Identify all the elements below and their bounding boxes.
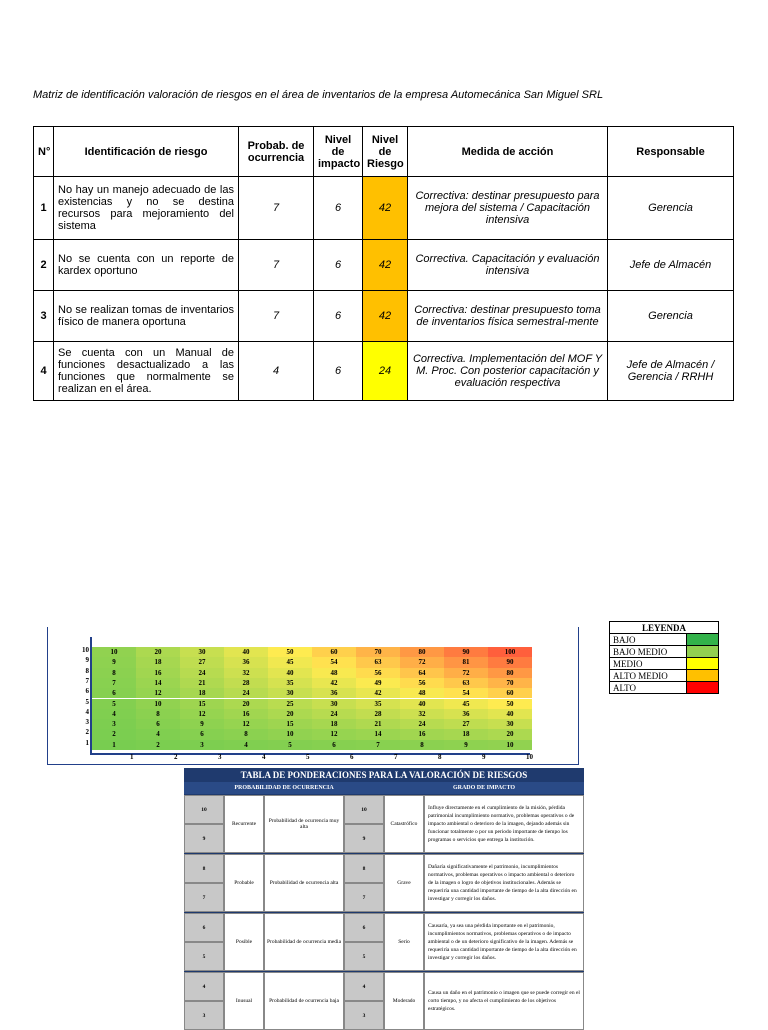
probability-number: 5 [184,942,224,971]
probability-value: 4 [239,342,314,401]
heatmap-cell: 20 [224,699,268,709]
ponderaciones-rows [184,795,584,1030]
legend-swatch [687,670,719,682]
legend-row [610,670,719,682]
ponderaciones-table [184,768,584,1024]
heatmap-x-label: 7 [394,753,398,761]
heatmap-cell: 10 [268,729,312,739]
probability-description: Probabilidad de ocurrencia muy alta [264,795,344,853]
heatmap-cell: 30 [268,688,312,698]
impact-number: 3 [344,1001,384,1030]
impact-description: Causaría, ya sea una pérdida importante en el patrimonio, incumplimientos normativos, problemas operativos o de impacto ambiental o de un deterioro significativo de la imagen. Además se requeriría una cantidad importante de tiempo de la alta dirección en investigar y corregir los daños. [424,913,584,971]
probability-number: 4 [184,972,224,1001]
heatmap-cell: 6 [92,688,136,698]
risk-description: No hay un manejo adecuado de las existencias y no se destina recursos para mejoramiento del sistema [54,177,239,240]
heatmap-cell: 4 [136,729,180,739]
impact-number: 8 [344,854,384,883]
heatmap-cell: 60 [488,688,532,698]
heatmap-cell: 5 [92,699,136,709]
heatmap-cell: 4 [92,709,136,719]
table-row [34,240,734,291]
heatmap-x-label: 6 [350,753,354,761]
probability-number: 7 [184,883,224,912]
legend-row [610,682,719,694]
impact-value: 6 [314,291,363,342]
heatmap-cell: 3 [92,719,136,729]
heatmap-cell: 21 [356,719,400,729]
heatmap-y-label: 6 [85,687,89,696]
heatmap-cell: 90 [488,657,532,667]
ponderacion-row [184,854,584,912]
heatmap-cell: 10 [92,647,136,657]
heatmap-cell: 32 [224,668,268,678]
heatmap-cell: 15 [268,719,312,729]
header-nivel: Nivel de Riesgo [363,127,408,177]
heatmap-cell: 32 [400,709,444,719]
heatmap-y-label: 2 [85,728,89,737]
legend-label: MEDIO [610,658,687,670]
legend-label: BAJO MEDIO [610,646,687,658]
responsible: Gerencia [608,291,734,342]
header-n: N° [34,127,54,177]
heatmap-cell: 28 [356,709,400,719]
heatmap-cell: 24 [224,688,268,698]
impact-number: 4 [344,972,384,1001]
heatmap-cell: 30 [312,699,356,709]
impact-number: 6 [344,913,384,942]
heatmap-grid [92,647,532,750]
heatmap-cell: 56 [356,668,400,678]
action-measure: Correctiva: destinar presupuesto para mejora del sistema / Capacitación intensiva [408,177,608,240]
heatmap-cell: 7 [356,740,400,750]
impact-value: 6 [314,240,363,291]
document-title: Matriz de identificación valoración de riesgos en el área de inventarios de la empresa Automecánica San Miguel SRL [33,89,604,101]
heatmap-cell: 40 [224,647,268,657]
legend-label: ALTO MEDIO [610,670,687,682]
probability-number: 3 [184,1001,224,1030]
heatmap-cell: 12 [136,688,180,698]
ponderacion-row [184,795,584,853]
heatmap-cell: 40 [400,699,444,709]
responsible: Jefe de Almacén [608,240,734,291]
heatmap-cell: 18 [180,688,224,698]
probability-description: Probabilidad de ocurrencia alta [264,854,344,912]
heatmap-y-label: 5 [85,697,89,706]
action-measure: Correctiva: destinar presupuesto toma de inventarios física semestral-mente [408,291,608,342]
ponderaciones-subheader [184,782,584,794]
probability-number-column [184,795,224,853]
heatmap-cell: 15 [180,699,224,709]
impact-number-column [344,972,384,1030]
risk-description: No se cuenta con un reporte de kardex oportuno [54,240,239,291]
heatmap-cell: 24 [312,709,356,719]
heatmap-cell: 16 [400,729,444,739]
responsible: Gerencia [608,177,734,240]
legend-table [609,621,719,694]
heatmap-cell: 2 [92,729,136,739]
heatmap-cell: 6 [180,729,224,739]
heatmap-cell: 54 [444,688,488,698]
action-measure: Correctiva. Implementación del MOF Y M. Proc. Con posterior capacitación y evaluación respectiva [408,342,608,401]
heatmap-cell: 20 [268,709,312,719]
legend-swatch [687,634,719,646]
heatmap-cell: 6 [312,740,356,750]
risk-level-value: 42 [363,177,408,240]
heatmap-cell: 16 [136,668,180,678]
heatmap-cell: 1 [92,740,136,750]
heatmap-cell: 80 [488,668,532,678]
heatmap-cell: 54 [312,657,356,667]
heatmap-cell: 18 [444,729,488,739]
heatmap-y-label: 10 [82,646,89,654]
impact-name: Grave [384,854,424,912]
heatmap-cell: 70 [488,678,532,688]
table-row [34,291,734,342]
impact-description: Causa un daño en el patrimonio o imagen que se puede corregir en el corto tiempo, y no afecta el cumplimiento de los objetivos estratégicos. [424,972,584,1030]
probability-description: Probabilidad de ocurrencia media [264,913,344,971]
probability-number-column [184,972,224,1030]
heatmap-cell: 30 [180,647,224,657]
heatmap-cell: 40 [268,668,312,678]
heatmap-cell: 36 [444,709,488,719]
responsible: Jefe de Almacén / Gerencia / RRHH [608,342,734,401]
heatmap-cell: 50 [488,699,532,709]
impact-value: 6 [314,177,363,240]
impact-number: 9 [344,824,384,853]
risk-heatmap [47,627,577,764]
heatmap-cell: 40 [488,709,532,719]
heatmap-cell: 20 [488,729,532,739]
probability-value: 7 [239,177,314,240]
heatmap-cell: 14 [136,678,180,688]
heatmap-cell: 56 [400,678,444,688]
heatmap-cell: 27 [180,657,224,667]
heatmap-x-label: 3 [218,753,222,761]
heatmap-y-label: 7 [85,676,89,685]
header-impacto: Nivel de impacto [314,127,363,177]
risk-level-value: 24 [363,342,408,401]
heatmap-cell: 81 [444,657,488,667]
heatmap-cell: 5 [268,740,312,750]
heatmap-cell: 72 [400,657,444,667]
risk-matrix-table [33,126,734,401]
legend-row [610,658,719,670]
heatmap-x-label: 2 [174,753,178,761]
heatmap-cell: 36 [224,657,268,667]
action-measure: Correctiva. Capacitación y evaluación intensiva [408,240,608,291]
heatmap-cell: 63 [356,657,400,667]
impact-number: 5 [344,942,384,971]
probability-number: 6 [184,913,224,942]
heatmap-cell: 63 [444,678,488,688]
legend-label: ALTO [610,682,687,694]
heatmap-cell: 10 [136,699,180,709]
heatmap-cell: 12 [312,729,356,739]
legend-title: LEYENDA [610,622,719,634]
heatmap-cell: 4 [224,740,268,750]
impact-column-header: GRADO DE IMPACTO [452,785,516,791]
impact-description: Influye directamente en el cumplimiento de la misión, pérdida patrimonial incumplimiento normativo, problemas operativos o de impacto ambiental o deterioro de la imagen, dejando además sin funcionar totalmente o por un periodo importante de tiempo los programas o servicios que entrega la institución. [424,795,584,853]
probability-number: 8 [184,854,224,883]
row-number: 3 [34,291,54,342]
heatmap-cell: 64 [400,668,444,678]
heatmap-cell: 8 [224,729,268,739]
legend-swatch [687,682,719,694]
heatmap-cell: 30 [488,719,532,729]
heatmap-x-label: 5 [306,753,310,761]
ponderaciones-title: TABLA DE PONDERACIONES PARA LA VALORACIÓN DE RIESGOS [240,770,528,780]
risk-table-header [34,127,734,177]
heatmap-cell: 45 [444,699,488,709]
heatmap-cell: 49 [356,678,400,688]
impact-number-column [344,854,384,912]
heatmap-cell: 50 [268,647,312,657]
heatmap-cell: 27 [444,719,488,729]
heatmap-cell: 7 [92,678,136,688]
heatmap-cell: 12 [180,709,224,719]
heatmap-cell: 35 [268,678,312,688]
heatmap-y-label: 4 [85,707,89,716]
heatmap-y-label: 3 [85,718,89,727]
impact-description: Dañaría significativamente el patrimonio, incumplimientos normativos, problemas operativos o impacto ambiental o deterioro de la imagen o logro de objetivos institucionales. Además se requeriría una cantidad importante de tiempo de la alta dirección en investigar y corregir los daños. [424,854,584,912]
impact-number-column [344,913,384,971]
impact-number: 7 [344,883,384,912]
probability-value: 7 [239,240,314,291]
heatmap-x-label: 10 [526,753,533,761]
risk-description: No se realizan tomas de inventarios físico de manera oportuna [54,291,239,342]
heatmap-x-label: 1 [130,753,134,761]
impact-name: Catastrófico [384,795,424,853]
heatmap-x-label: 8 [438,753,442,761]
heatmap-cell: 72 [444,668,488,678]
probability-number: 10 [184,795,224,824]
impact-value: 6 [314,342,363,401]
probability-name: Inusual [224,972,264,1030]
heatmap-cell: 42 [356,688,400,698]
probability-description: Probabilidad de ocurrencia baja [264,972,344,1030]
heatmap-cell: 42 [312,678,356,688]
heatmap-cell: 9 [444,740,488,750]
table-row [34,177,734,240]
heatmap-cell: 9 [180,719,224,729]
row-number: 2 [34,240,54,291]
heatmap-cell: 2 [136,740,180,750]
heatmap-y-label: 1 [85,738,89,747]
heatmap-cell: 24 [400,719,444,729]
probability-column-header: PROBABILIDAD DE OCURRENCIA [234,785,334,791]
heatmap-cell: 16 [224,709,268,719]
heatmap-x-axis [90,753,530,755]
probability-number-column [184,913,224,971]
row-number: 4 [34,342,54,401]
legend-row [610,634,719,646]
impact-number: 10 [344,795,384,824]
probability-name: Recurrente [224,795,264,853]
probability-number: 9 [184,824,224,853]
heatmap-cell: 70 [356,647,400,657]
header-responsable: Responsable [608,127,734,177]
heatmap-cell: 24 [180,668,224,678]
heatmap-cell: 25 [268,699,312,709]
heatmap-cell: 36 [312,688,356,698]
heatmap-cell: 18 [312,719,356,729]
risk-level-value: 42 [363,291,408,342]
heatmap-y-label: 8 [85,666,89,675]
heatmap-x-label: 9 [482,753,486,761]
heatmap-cell: 20 [136,647,180,657]
heatmap-cell: 14 [356,729,400,739]
heatmap-cell: 60 [312,647,356,657]
heatmap-cell: 3 [180,740,224,750]
heatmap-cell: 10 [488,740,532,750]
impact-name: Serio [384,913,424,971]
heatmap-cell: 80 [400,647,444,657]
heatmap-cell: 35 [356,699,400,709]
risk-level-value: 42 [363,240,408,291]
heatmap-cell: 18 [136,657,180,667]
probability-value: 7 [239,291,314,342]
heatmap-y-label: 9 [85,656,89,665]
heatmap-cell: 21 [180,678,224,688]
heatmap-cell: 8 [92,668,136,678]
heatmap-cell: 8 [136,709,180,719]
heatmap-cell: 100 [488,647,532,657]
legend-swatch [687,658,719,670]
ponderacion-row [184,913,584,971]
heatmap-x-label: 4 [262,753,266,761]
heatmap-cell: 48 [400,688,444,698]
row-number: 1 [34,177,54,240]
table-row [34,342,734,401]
header-riesgo: Identificación de riesgo [54,127,239,177]
heatmap-cell: 6 [136,719,180,729]
header-medida: Medida de acción [408,127,608,177]
probability-name: Posible [224,913,264,971]
heatmap-cell: 12 [224,719,268,729]
probability-number-column [184,854,224,912]
ponderacion-row [184,972,584,1030]
impact-name: Moderado [384,972,424,1030]
heatmap-cell: 90 [444,647,488,657]
heatmap-cell: 48 [312,668,356,678]
header-prob: Probab. de ocurrencia [239,127,314,177]
heatmap-cell: 8 [400,740,444,750]
impact-number-column [344,795,384,853]
heatmap-cell: 45 [268,657,312,667]
legend-swatch [687,646,719,658]
probability-name: Probable [224,854,264,912]
heatmap-cell: 28 [224,678,268,688]
heatmap-cell: 9 [92,657,136,667]
legend-label: BAJO [610,634,687,646]
risk-description: Se cuenta con un Manual de funciones desactualizado a las funciones que normalmente se realizan en el área. [54,342,239,401]
legend-row [610,646,719,658]
